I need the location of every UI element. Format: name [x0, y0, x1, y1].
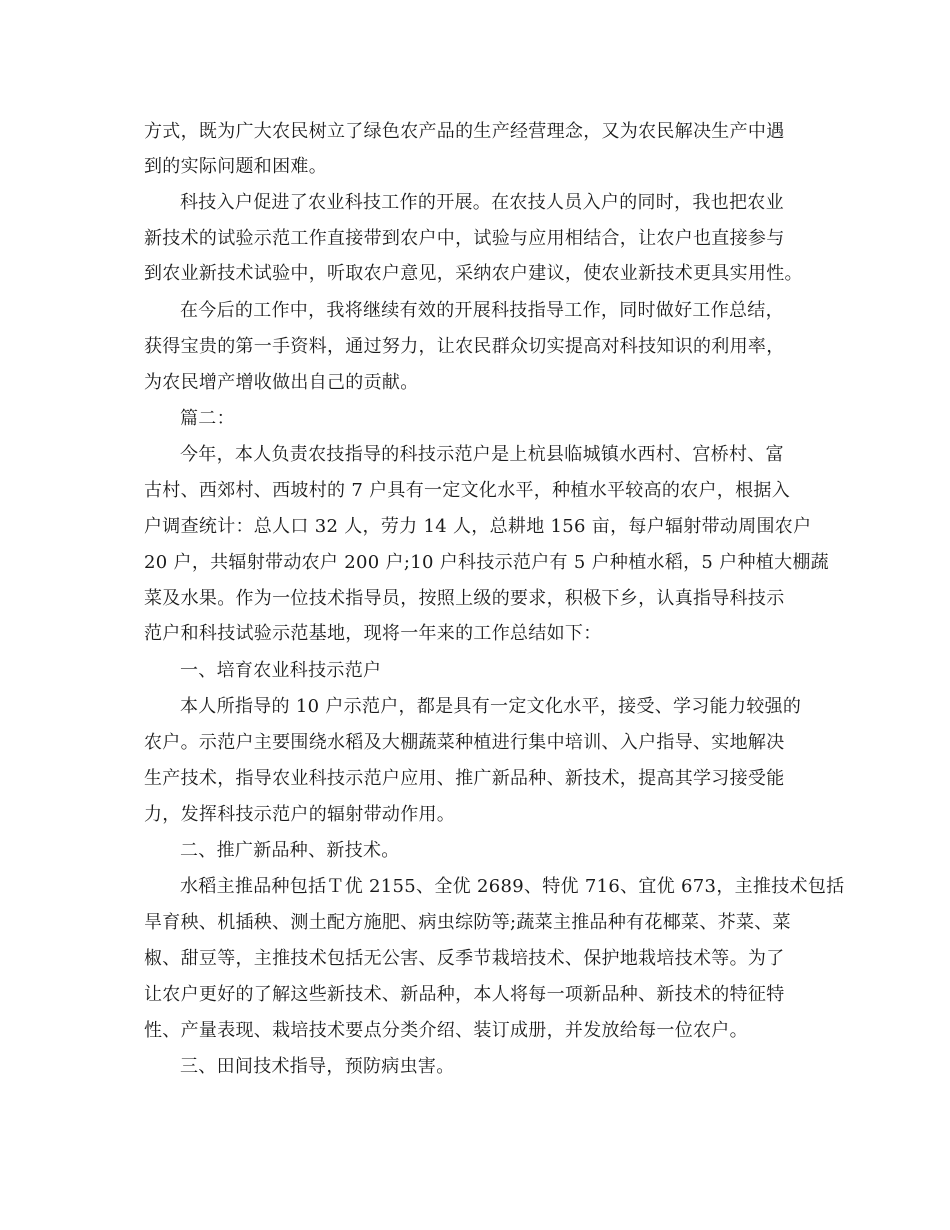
text-line: 20 户，共辐射带动农户 200 户;10 户科技示范户有 5 户种植水稻，5 户种植大棚蔬 — [144, 552, 829, 573]
text-line: 本人所指导的 10 户示范户，都是具有一定文化水平，接受、学习能力较强的 — [180, 696, 802, 717]
text-line: 性、产量表现、栽培技术要点分类介绍、装订成册，并发放给每一位农户。 — [144, 1020, 748, 1041]
text-line: 到农业新技术试验中，听取农户意见，采纳农户建议，使农业新技术更具实用性。 — [144, 263, 803, 284]
text-line: 获得宝贵的第一手资料，通过努力，让农民群众切实提高对科技知识的利用率， — [144, 336, 785, 357]
text-line: 在今后的工作中，我将继续有效的开展科技指导工作，同时做好工作总结， — [180, 300, 784, 321]
text-line: 菜及水果。作为一位技术指导员，按照上级的要求，积极下乡，认真指导科技示 — [144, 588, 785, 609]
text-line: 方式，既为广大农民树立了绿色农产品的生产经营理念，又为农民解决生产中遇 — [144, 121, 785, 142]
text-line: 为农民增产增收做出自己的贡献。 — [144, 372, 419, 393]
text-line: 科技入户促进了农业科技工作的开展。在农技人员入户的同时，我也把农业 — [180, 192, 784, 213]
section-heading: 篇二： — [180, 408, 235, 429]
section-heading: 一、培育农业科技示范户 — [180, 660, 382, 681]
text-line: 水稻主推品种包括Ｔ优 2155、全优 2689、特优 716、宜优 673，主推技术包括 — [180, 876, 845, 897]
text-line: 到的实际问题和困难。 — [144, 156, 327, 177]
text-line: 范户和科技试验示范基地，现将一年来的工作总结如下： — [144, 623, 602, 644]
text-line: 椒、甜豆等，主推技术包括无公害、反季节栽培技术、保护地栽培技术等。为了 — [144, 948, 785, 969]
text-line: 力，发挥科技示范户的辐射带动作用。 — [144, 804, 456, 825]
text-line: 旱育秧、机插秧、测土配方施肥、病虫综防等;蔬菜主推品种有花椰菜、芥菜、菜 — [144, 912, 791, 933]
text-line: 古村、西郊村、西坡村的 7 户具有一定文化水平，种植水平较高的农户，根据入 — [144, 480, 790, 501]
text-line: 新技术的试验示范工作直接带到农户中，试验与应用相结合，让农户也直接参与 — [144, 228, 785, 249]
text-line: 农户。示范户主要围绕水稻及大棚蔬菜种植进行集中培训、入户指导、实地解决 — [144, 732, 785, 753]
text-line: 今年，本人负责农技指导的科技示范户是上杭县临城镇水西村、宫桥村、富 — [180, 444, 784, 465]
text-line: 户调查统计：总人口 32 人，劳力 14 人，总耕地 156 亩，每户辐射带动周围农户 — [144, 516, 812, 537]
text-line: 生产技术，指导农业科技示范户应用、推广新品种、新技术，提高其学习接受能 — [144, 768, 785, 789]
section-heading: 二、推广新品种、新技术。 — [180, 840, 400, 861]
section-heading: 三、田间技术指导，预防病虫害。 — [180, 1056, 455, 1077]
text-line: 让农户更好的了解这些新技术、新品种，本人将每一项新品种、新技术的特征特 — [144, 984, 785, 1005]
